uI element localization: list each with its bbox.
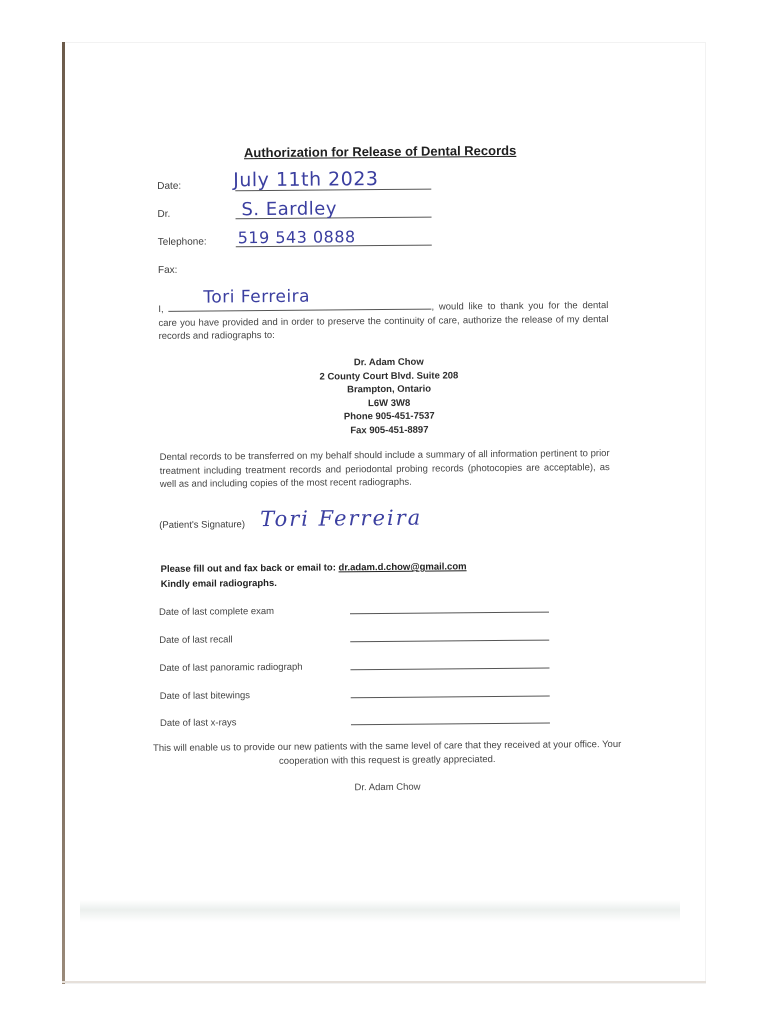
recipient-city: Brampton, Ontario xyxy=(347,383,432,396)
email-link[interactable]: dr.adam.d.chow@gmail.com xyxy=(338,561,467,574)
answer-line-last-recall xyxy=(350,640,549,643)
telephone-label: Telephone: xyxy=(157,236,207,248)
consent-prefix: I, xyxy=(158,303,164,315)
fax-instruction xyxy=(161,561,467,575)
consent-paragraph xyxy=(158,286,609,343)
recipient-address xyxy=(289,355,490,438)
patient-name-line xyxy=(168,286,431,312)
recipient-fax: Fax 905-451-8897 xyxy=(350,424,429,437)
dr-label: Dr. xyxy=(157,208,171,220)
recipient-postal-code: L6W 3W8 xyxy=(367,397,411,409)
recipient-phone: Phone 905-451-7537 xyxy=(343,410,435,423)
radiograph-instruction: Kindly email radiographs. xyxy=(160,577,277,590)
date-label: Date: xyxy=(157,180,182,192)
sign-off: Dr. Adam Chow xyxy=(354,781,421,794)
patient-name-handwritten: Tori Ferreira xyxy=(203,286,311,308)
records-paragraph: Dental records to be transferred on my behalf should include a summary of all information pertinent to prior treatment including treatment records and periodontal probing records (photocopies are acceptable), as well as and including copies of the most recent radiographs. xyxy=(159,448,610,490)
question-last-x-rays: Date of last x-rays xyxy=(159,717,237,729)
telephone-handwritten: 519 543 0888 xyxy=(237,227,356,248)
patient-signature: Tori Ferreira xyxy=(260,505,423,532)
question-last-panoramic: Date of last panoramic radiograph xyxy=(159,661,303,674)
question-last-complete-exam: Date of last complete exam xyxy=(158,605,275,618)
recipient-street: 2 County Court Blvd. Suite 208 xyxy=(319,369,459,383)
answer-line-last-x-rays xyxy=(351,723,550,726)
recipient-name: Dr. Adam Chow xyxy=(353,356,424,369)
signature-label: (Patient's Signature) xyxy=(159,519,246,531)
answer-line-last-bitewings xyxy=(351,696,550,699)
fax-label: Fax: xyxy=(157,264,178,276)
fax-instruction-text: Please fill out and fax back or email to: xyxy=(160,562,336,575)
document-title: Authorization for Release of Dental Records xyxy=(243,142,517,161)
consent-text: , would like to thank you for the dental care you have provided and in order to preserve the continuity of care, authorize the release of my dental records and radiographs to: xyxy=(158,300,609,342)
answer-line-last-complete-exam xyxy=(350,612,549,615)
answer-line-last-panoramic xyxy=(350,668,549,671)
dr-handwritten: S. Eardley xyxy=(241,198,338,221)
closing-paragraph: This will enable us to provide our new patients with the same level of care that they received at your office. Your cooperation with this request is greatly appreciated. xyxy=(152,738,622,767)
date-handwritten: July 11th 2023 xyxy=(233,168,379,192)
question-last-recall: Date of last recall xyxy=(159,634,233,646)
question-last-bitewings: Date of last bitewings xyxy=(159,690,251,702)
